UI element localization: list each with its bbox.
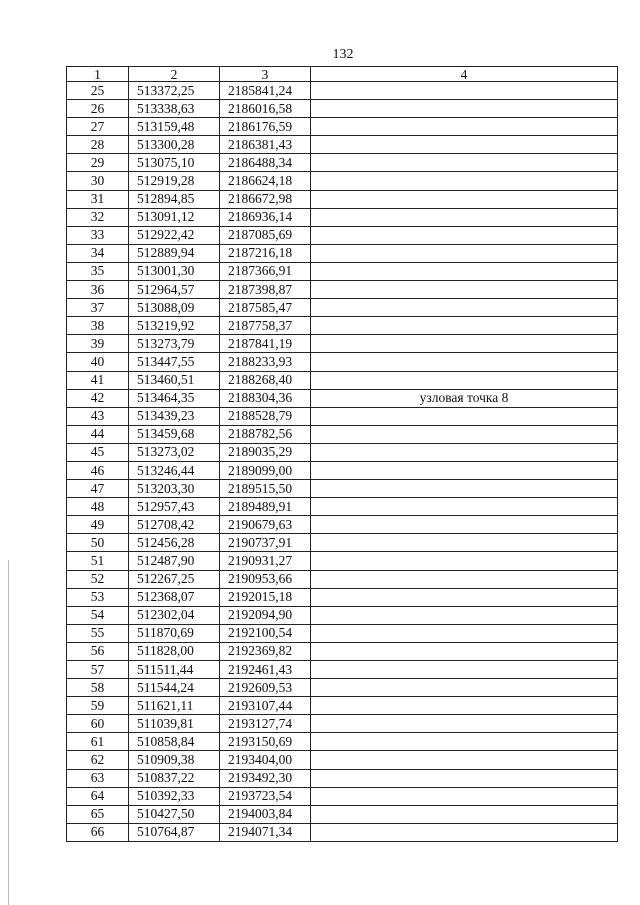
y-coordinate-cell: 2188528,79 (220, 407, 311, 425)
x-coordinate-cell: 510858,84 (129, 733, 220, 751)
y-coordinate-cell: 2192015,18 (220, 588, 311, 606)
table-row (67, 805, 618, 823)
y-coordinate-cell: 2186176,59 (220, 118, 311, 136)
note-cell (311, 480, 618, 498)
point-number-cell: 63 (67, 769, 129, 787)
note-cell (311, 118, 618, 136)
point-number-cell: 38 (67, 317, 129, 335)
x-coordinate-cell: 512456,28 (129, 534, 220, 552)
table-row (67, 118, 618, 136)
note-cell (311, 751, 618, 769)
x-coordinate-cell: 511621,11 (129, 697, 220, 715)
table-row (67, 751, 618, 769)
point-number-cell: 28 (67, 136, 129, 154)
note-cell (311, 136, 618, 154)
table-row (67, 136, 618, 154)
note-cell (311, 299, 618, 317)
y-coordinate-cell: 2188268,40 (220, 371, 311, 389)
point-number-cell: 31 (67, 190, 129, 208)
table-row (67, 534, 618, 552)
x-coordinate-cell: 513464,35 (129, 389, 220, 407)
note-cell (311, 244, 618, 262)
point-number-cell: 43 (67, 407, 129, 425)
x-coordinate-cell: 511511,44 (129, 661, 220, 679)
x-coordinate-cell: 511039,81 (129, 715, 220, 733)
x-coordinate-cell: 513219,92 (129, 317, 220, 335)
table-row (67, 371, 618, 389)
x-coordinate-cell: 512919,28 (129, 172, 220, 190)
point-number-cell: 48 (67, 498, 129, 516)
x-coordinate-cell: 510764,87 (129, 823, 220, 841)
y-coordinate-cell: 2188304,36 (220, 389, 311, 407)
y-coordinate-cell: 2192094,90 (220, 606, 311, 624)
x-coordinate-cell: 513300,28 (129, 136, 220, 154)
point-number-cell: 56 (67, 642, 129, 660)
note-cell (311, 805, 618, 823)
note-cell: узловая точка 8 (311, 389, 618, 407)
y-coordinate-cell: 2187398,87 (220, 281, 311, 299)
y-coordinate-cell: 2186488,34 (220, 154, 311, 172)
table-row (67, 335, 618, 353)
x-coordinate-cell: 512964,57 (129, 281, 220, 299)
x-coordinate-cell: 512889,94 (129, 244, 220, 262)
y-coordinate-cell: 2186936,14 (220, 208, 311, 226)
table-row (67, 281, 618, 299)
note-cell (311, 281, 618, 299)
y-coordinate-cell: 2193723,54 (220, 787, 311, 805)
point-number-cell: 46 (67, 461, 129, 479)
x-coordinate-cell: 513372,25 (129, 82, 220, 100)
x-coordinate-cell: 512267,25 (129, 570, 220, 588)
note-cell (311, 823, 618, 841)
note-cell (311, 100, 618, 118)
y-coordinate-cell: 2193150,69 (220, 733, 311, 751)
point-number-cell: 55 (67, 624, 129, 642)
point-number-cell: 65 (67, 805, 129, 823)
y-coordinate-cell: 2193127,74 (220, 715, 311, 733)
x-coordinate-cell: 512957,43 (129, 498, 220, 516)
point-number-cell: 44 (67, 425, 129, 443)
note-cell (311, 624, 618, 642)
x-coordinate-cell: 513246,44 (129, 461, 220, 479)
y-coordinate-cell: 2187366,91 (220, 262, 311, 280)
table-row (67, 642, 618, 660)
x-coordinate-cell: 511828,00 (129, 642, 220, 660)
table-row (67, 172, 618, 190)
table-row (67, 606, 618, 624)
note-cell (311, 407, 618, 425)
x-coordinate-cell: 513273,02 (129, 443, 220, 461)
table-row (67, 552, 618, 570)
table-row (67, 226, 618, 244)
x-coordinate-cell: 513075,10 (129, 154, 220, 172)
note-cell (311, 262, 618, 280)
y-coordinate-cell: 2193492,30 (220, 769, 311, 787)
x-coordinate-cell: 513091,12 (129, 208, 220, 226)
y-coordinate-cell: 2192609,53 (220, 679, 311, 697)
y-coordinate-cell: 2190953,66 (220, 570, 311, 588)
note-cell (311, 769, 618, 787)
point-number-cell: 27 (67, 118, 129, 136)
note-cell (311, 498, 618, 516)
table-row (67, 480, 618, 498)
scan-margin-line (8, 560, 9, 905)
point-number-cell: 58 (67, 679, 129, 697)
point-number-cell: 45 (67, 443, 129, 461)
x-coordinate-cell: 513273,79 (129, 335, 220, 353)
y-coordinate-cell: 2192369,82 (220, 642, 311, 660)
y-coordinate-cell: 2186016,58 (220, 100, 311, 118)
x-coordinate-cell: 511870,69 (129, 624, 220, 642)
table-row (67, 570, 618, 588)
point-number-cell: 36 (67, 281, 129, 299)
x-coordinate-cell: 513447,55 (129, 353, 220, 371)
x-coordinate-cell: 510909,38 (129, 751, 220, 769)
x-coordinate-cell: 510427,50 (129, 805, 220, 823)
point-number-cell: 50 (67, 534, 129, 552)
y-coordinate-cell: 2194003,84 (220, 805, 311, 823)
y-coordinate-cell: 2193107,44 (220, 697, 311, 715)
note-cell (311, 679, 618, 697)
x-coordinate-cell: 510837,22 (129, 769, 220, 787)
table-row (67, 353, 618, 371)
point-number-cell: 26 (67, 100, 129, 118)
note-cell (311, 552, 618, 570)
point-number-cell: 54 (67, 606, 129, 624)
point-number-cell: 61 (67, 733, 129, 751)
table-row (67, 389, 618, 407)
y-coordinate-cell: 2190931,27 (220, 552, 311, 570)
note-cell (311, 661, 618, 679)
table-row (67, 244, 618, 262)
x-coordinate-cell: 513460,51 (129, 371, 220, 389)
table-row (67, 407, 618, 425)
table-row (67, 697, 618, 715)
table-row (67, 516, 618, 534)
point-number-cell: 51 (67, 552, 129, 570)
y-coordinate-cell: 2186624,18 (220, 172, 311, 190)
y-coordinate-cell: 2187216,18 (220, 244, 311, 262)
point-number-cell: 62 (67, 751, 129, 769)
x-coordinate-cell: 513439,23 (129, 407, 220, 425)
y-coordinate-cell: 2189035,29 (220, 443, 311, 461)
point-number-cell: 37 (67, 299, 129, 317)
table-row (67, 715, 618, 733)
note-cell (311, 642, 618, 660)
point-number-cell: 40 (67, 353, 129, 371)
header-col-4: 4 (311, 67, 618, 82)
note-cell (311, 425, 618, 443)
table-row (67, 787, 618, 805)
note-cell (311, 443, 618, 461)
table-row (67, 262, 618, 280)
point-number-cell: 66 (67, 823, 129, 841)
y-coordinate-cell: 2190737,91 (220, 534, 311, 552)
x-coordinate-cell: 512922,42 (129, 226, 220, 244)
point-number-cell: 42 (67, 389, 129, 407)
y-coordinate-cell: 2189489,91 (220, 498, 311, 516)
note-cell (311, 715, 618, 733)
table-row (67, 733, 618, 751)
note-cell (311, 733, 618, 751)
note-cell (311, 154, 618, 172)
y-coordinate-cell: 2189515,50 (220, 480, 311, 498)
note-cell (311, 570, 618, 588)
point-number-cell: 59 (67, 697, 129, 715)
x-coordinate-cell: 512894,85 (129, 190, 220, 208)
note-cell (311, 697, 618, 715)
y-coordinate-cell: 2190679,63 (220, 516, 311, 534)
header-col-1: 1 (67, 67, 129, 82)
x-coordinate-cell: 513088,09 (129, 299, 220, 317)
y-coordinate-cell: 2187758,37 (220, 317, 311, 335)
x-coordinate-cell: 513459,68 (129, 425, 220, 443)
y-coordinate-cell: 2186672,98 (220, 190, 311, 208)
point-number-cell: 30 (67, 172, 129, 190)
page-number: 132 (332, 47, 354, 62)
table-row (67, 624, 618, 642)
x-coordinate-cell: 510392,33 (129, 787, 220, 805)
y-coordinate-cell: 2188782,56 (220, 425, 311, 443)
x-coordinate-cell: 513203,30 (129, 480, 220, 498)
point-number-cell: 39 (67, 335, 129, 353)
table-row (67, 154, 618, 172)
header-col-3: 3 (220, 67, 311, 82)
table-row (67, 769, 618, 787)
note-cell (311, 317, 618, 335)
point-number-cell: 60 (67, 715, 129, 733)
table-row (67, 823, 618, 841)
note-cell (311, 208, 618, 226)
x-coordinate-cell: 513159,48 (129, 118, 220, 136)
point-number-cell: 29 (67, 154, 129, 172)
note-cell (311, 606, 618, 624)
note-cell (311, 335, 618, 353)
note-cell (311, 172, 618, 190)
note-cell (311, 461, 618, 479)
coordinates-table (66, 66, 618, 842)
point-number-cell: 32 (67, 208, 129, 226)
note-cell (311, 226, 618, 244)
y-coordinate-cell: 2187085,69 (220, 226, 311, 244)
x-coordinate-cell: 512368,07 (129, 588, 220, 606)
table-row (67, 679, 618, 697)
note-cell (311, 516, 618, 534)
table-row (67, 443, 618, 461)
point-number-cell: 41 (67, 371, 129, 389)
x-coordinate-cell: 512487,90 (129, 552, 220, 570)
table-row (67, 208, 618, 226)
note-cell (311, 353, 618, 371)
y-coordinate-cell: 2187585,47 (220, 299, 311, 317)
note-cell (311, 534, 618, 552)
y-coordinate-cell: 2186381,43 (220, 136, 311, 154)
point-number-cell: 53 (67, 588, 129, 606)
note-cell (311, 371, 618, 389)
point-number-cell: 52 (67, 570, 129, 588)
point-number-cell: 49 (67, 516, 129, 534)
table-body (67, 82, 618, 842)
note-cell (311, 787, 618, 805)
table-row (67, 299, 618, 317)
y-coordinate-cell: 2192100,54 (220, 624, 311, 642)
point-number-cell: 57 (67, 661, 129, 679)
x-coordinate-cell: 513338,63 (129, 100, 220, 118)
note-cell (311, 82, 618, 100)
table-row (67, 82, 618, 100)
table-row (67, 461, 618, 479)
y-coordinate-cell: 2192461,43 (220, 661, 311, 679)
table-row (67, 425, 618, 443)
table-row (67, 588, 618, 606)
y-coordinate-cell: 2189099,00 (220, 461, 311, 479)
y-coordinate-cell: 2188233,93 (220, 353, 311, 371)
y-coordinate-cell: 2185841,24 (220, 82, 311, 100)
point-number-cell: 33 (67, 226, 129, 244)
table-row (67, 498, 618, 516)
point-number-cell: 64 (67, 787, 129, 805)
table-row (67, 190, 618, 208)
x-coordinate-cell: 511544,24 (129, 679, 220, 697)
header-col-2: 2 (129, 67, 220, 82)
x-coordinate-cell: 512708,42 (129, 516, 220, 534)
note-cell (311, 190, 618, 208)
y-coordinate-cell: 2187841,19 (220, 335, 311, 353)
point-number-cell: 34 (67, 244, 129, 262)
table-row (67, 100, 618, 118)
y-coordinate-cell: 2194071,34 (220, 823, 311, 841)
y-coordinate-cell: 2193404,00 (220, 751, 311, 769)
x-coordinate-cell: 512302,04 (129, 606, 220, 624)
note-cell (311, 588, 618, 606)
table-header-row (67, 67, 618, 82)
point-number-cell: 25 (67, 82, 129, 100)
table-row (67, 317, 618, 335)
point-number-cell: 35 (67, 262, 129, 280)
x-coordinate-cell: 513001,30 (129, 262, 220, 280)
point-number-cell: 47 (67, 480, 129, 498)
table-row (67, 661, 618, 679)
